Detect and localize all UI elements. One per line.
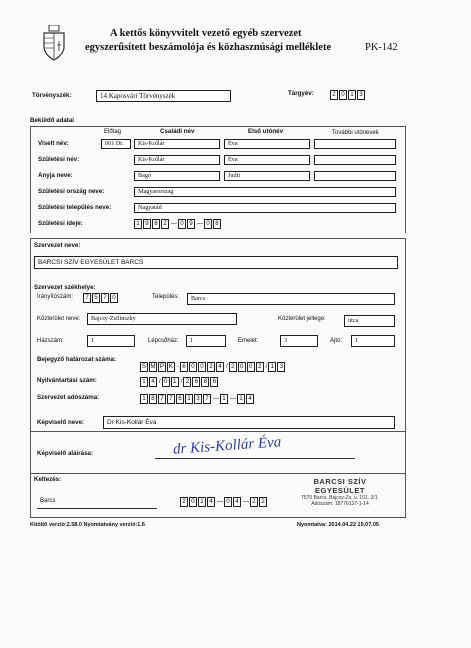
form-title-line2: egyszerűsített beszámolója és közhasznúsági melléklete	[85, 42, 332, 53]
viselt-tovabbi-field[interactable]	[314, 139, 396, 149]
city-field[interactable]: Barcs	[187, 293, 395, 305]
digit: 4	[149, 377, 157, 387]
separator: /	[226, 364, 228, 370]
separator: -	[177, 364, 179, 370]
signature-image: dr Kis-Kollár Éva	[172, 434, 282, 458]
signature-line	[155, 458, 355, 459]
digit: 2	[161, 219, 169, 229]
digit: 8	[213, 219, 221, 229]
separator: —	[230, 396, 236, 402]
street-type-field[interactable]: utca	[344, 315, 395, 327]
digit: M	[150, 363, 156, 370]
viselt-elotag-field[interactable]: 001 Dr.	[101, 139, 131, 149]
digit: 1	[134, 219, 142, 229]
stair-label: Lépcsőház:	[148, 338, 179, 344]
orszag-label: Születési ország neve:	[38, 188, 105, 195]
date-field[interactable]	[180, 497, 268, 507]
court-label: Törvényszék:	[32, 92, 72, 99]
digit: 0	[189, 362, 197, 372]
org-name-label: Szervezet neve:	[34, 242, 81, 249]
viselt-csaladi-field[interactable]: Kis-Kollár	[134, 139, 220, 149]
digit: 1	[140, 377, 148, 387]
street-type-label: Közterület jellege:	[278, 316, 326, 322]
digit: 0	[339, 90, 347, 100]
digit: 0	[110, 293, 118, 303]
digit: 8	[152, 219, 160, 229]
year-field[interactable]	[330, 90, 366, 100]
digit: 0	[247, 362, 255, 372]
date-label: Keltezés:	[34, 476, 62, 483]
house-field[interactable]: 1	[87, 335, 135, 347]
col-elotag: Előtag	[104, 129, 122, 135]
digit: 5	[92, 293, 100, 303]
digit: 0	[238, 362, 246, 372]
digit: 6	[180, 362, 188, 372]
digit: 1	[171, 377, 179, 387]
city-label: Település:	[152, 294, 180, 300]
form-title-line1: A kettős könyvvitelt vezető egyéb szervezet	[110, 28, 302, 39]
zip-label: Irányítószám:	[37, 294, 74, 300]
digit: 2	[256, 362, 264, 372]
zip-field[interactable]	[83, 293, 119, 303]
digit: 2	[207, 362, 215, 372]
digit: 4	[246, 394, 254, 404]
digit: 9	[143, 219, 151, 229]
reg-number-field[interactable]	[140, 362, 286, 372]
digit: 7	[101, 293, 109, 303]
digit: 6	[176, 394, 184, 404]
digit: 4	[233, 497, 241, 507]
org-seat-label: Szervezet székhelye:	[34, 284, 96, 291]
digit: 2	[330, 90, 338, 100]
digit: 0	[162, 377, 170, 387]
szuletesi-elso-field[interactable]: Éva	[224, 155, 310, 165]
szuletesi-label: Születési név:	[38, 156, 80, 163]
digit: 7	[203, 394, 211, 404]
digit: 2	[183, 377, 191, 387]
court-field[interactable]: 14 Kaposvári Törvényszék	[96, 90, 231, 102]
digit: 3	[194, 394, 202, 404]
col-csaladi: Családi név	[160, 128, 195, 135]
digit: S	[141, 363, 147, 370]
reg-label: Bejegyző határozat száma:	[37, 356, 117, 363]
rep-name-label: Képviselő neve:	[37, 419, 85, 426]
form-code: PK-142	[365, 42, 398, 53]
viselt-label: Viselt név:	[38, 140, 69, 147]
date-separator: —	[171, 221, 177, 227]
separator: /	[180, 379, 183, 385]
birth-date-field[interactable]	[134, 219, 222, 229]
digit: 8	[201, 377, 209, 387]
anyja-tovabbi-field[interactable]	[314, 171, 396, 181]
digit: 2	[229, 362, 237, 372]
separator: —	[213, 396, 219, 402]
street-label: Közterület neve:	[37, 316, 81, 322]
digit: 1	[185, 394, 193, 404]
tax-number-field[interactable]	[140, 394, 255, 404]
digit: P	[159, 363, 165, 370]
ido-label: Születési ideje:	[38, 220, 83, 227]
separator: /	[159, 379, 161, 385]
stamp-line2: EGYESÜLET	[315, 486, 365, 495]
nyilv-label: Nyilvántartási szám:	[37, 377, 97, 384]
date-separator: —	[243, 499, 249, 505]
house-label: Házszám:	[37, 338, 64, 344]
digit: 6	[210, 377, 218, 387]
digit: 8	[149, 394, 157, 404]
col-elso: Első utónév	[248, 128, 284, 135]
digit: 0	[178, 219, 186, 229]
digit: 1	[237, 394, 245, 404]
col-tovabbi: További utónevek	[332, 130, 379, 136]
year-label: Tárgyév:	[288, 90, 314, 97]
date-place[interactable]: Barcs	[40, 498, 56, 504]
floor-label: Emelet:	[238, 338, 259, 344]
sender-heading: Beküldő adatai	[30, 117, 75, 124]
stair-field[interactable]: 1	[186, 335, 226, 347]
viselt-elso-field[interactable]: Éva	[224, 139, 310, 149]
nyilv-number-field[interactable]	[140, 377, 219, 387]
digit: 3	[357, 90, 365, 100]
street-field[interactable]: Bajcsy-Zsilinszky	[87, 313, 237, 325]
digit: 1	[198, 497, 206, 507]
digit: 7	[158, 394, 166, 404]
tax-label: Szervezet adószáma:	[37, 394, 100, 401]
digit: K	[168, 363, 174, 370]
org-name-field[interactable]: BARCSI SZÍV EGYESÜLET BARCS	[34, 256, 398, 269]
stamp-line3: 7570 Barcs, Bajcsy-Zs. u. 101. 3/1.	[301, 495, 379, 501]
digit: 3	[277, 362, 285, 372]
place-underline	[37, 508, 157, 509]
digit: 0	[189, 497, 197, 507]
digit: 9	[187, 219, 195, 229]
rep-name-field[interactable]: Dr Kis-Kollár Éva	[103, 416, 395, 429]
digit: 2	[259, 497, 267, 507]
orszag-field[interactable]: Magyarorszag	[134, 187, 396, 197]
door-label: Ajtó:	[330, 338, 343, 344]
digit: 2	[250, 497, 258, 507]
digit: 1	[140, 394, 148, 404]
separator: /	[265, 364, 268, 370]
digit: 1	[268, 362, 276, 372]
telepules-label: Születési település neve:	[38, 204, 112, 211]
digit: 1	[220, 394, 228, 404]
digit: 0	[204, 219, 212, 229]
digit: 6	[192, 377, 200, 387]
anyja-label: Anyja neve:	[38, 172, 73, 179]
digit: 0	[198, 362, 206, 372]
digit: 4	[207, 497, 215, 507]
footer-version: Kitöltő verzió:2.58.0 Nyomtatvány verzió:1.6	[30, 522, 145, 528]
anyja-csaladi-field[interactable]: Bagó	[134, 171, 220, 181]
digit: 7	[167, 394, 175, 404]
stamp	[280, 477, 400, 507]
stamp-line4: Adószám: 18776137-1-14	[311, 501, 369, 507]
coat-of-arms-icon	[40, 25, 68, 61]
door-field[interactable]: 1	[351, 335, 395, 347]
digit: 2	[180, 497, 188, 507]
anyja-elso-field[interactable]: Judit	[224, 171, 310, 181]
digit: 0	[224, 497, 232, 507]
stamp-line1: BARCSI SZÍV	[313, 477, 367, 486]
szuletesi-tovabbi-field[interactable]	[314, 155, 396, 165]
footer-printed: Nyomtatva: 2014.04.22 15.07.05	[297, 522, 379, 528]
rep-sign-label: Képviselő aláírása:	[37, 450, 94, 457]
date-separator: —	[197, 221, 203, 227]
floor-field[interactable]: 3	[280, 335, 318, 347]
digit: 4	[216, 362, 224, 372]
szuletesi-csaladi-field[interactable]: Kis-Kollár	[134, 155, 220, 165]
digit: 7	[83, 293, 91, 303]
digit: 1	[348, 90, 356, 100]
date-separator: —	[217, 499, 223, 505]
telepules-field[interactable]: Nagyatád	[134, 203, 396, 213]
